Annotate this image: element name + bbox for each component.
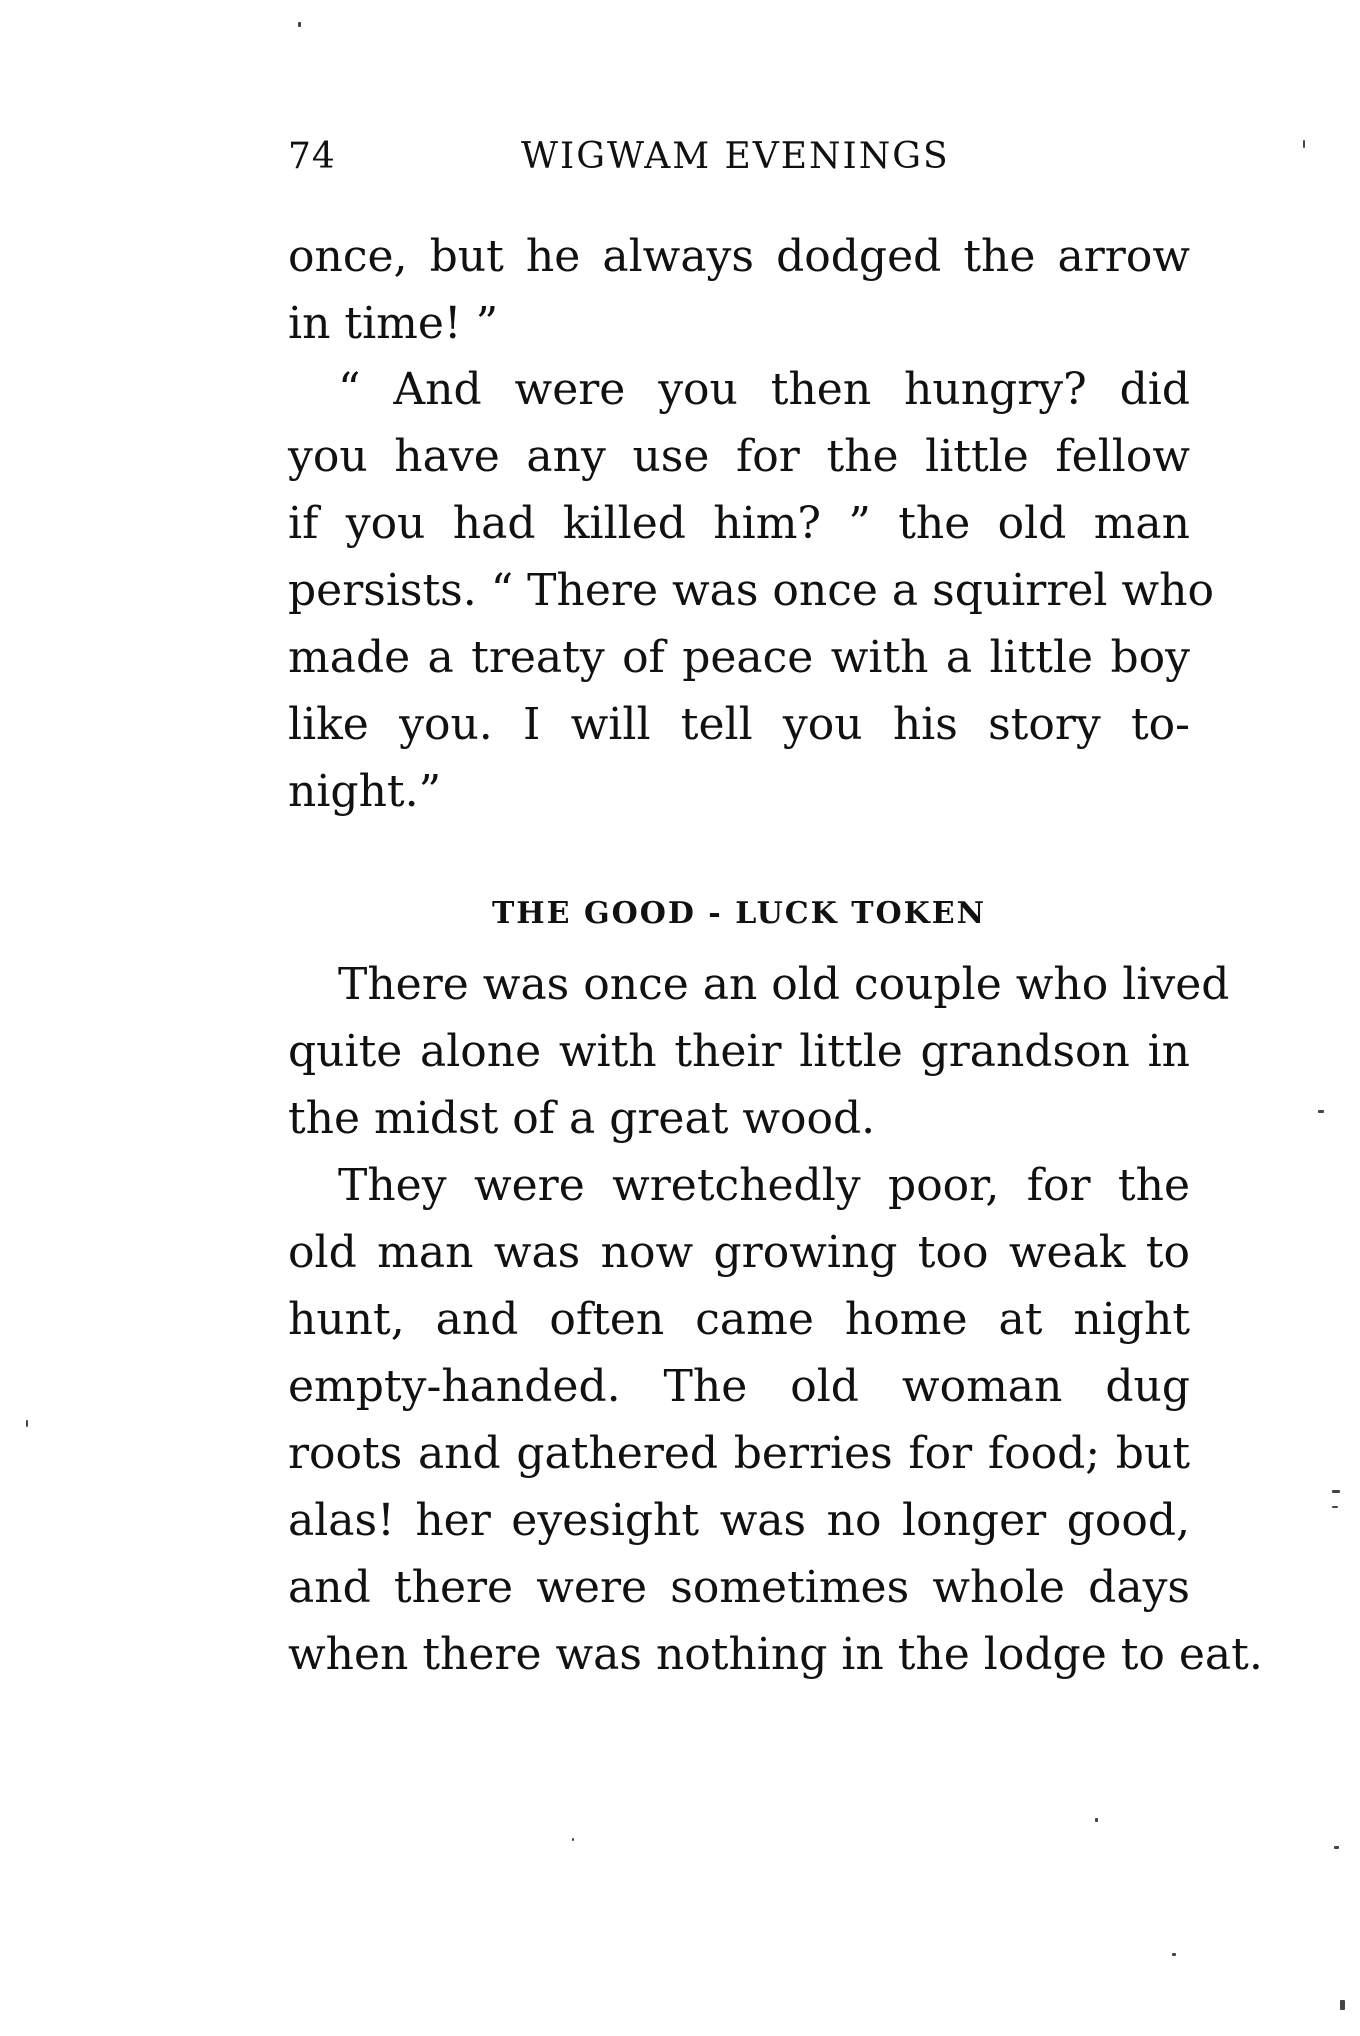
scan-speck (1172, 1953, 1176, 1956)
scan-speck (1095, 1818, 1098, 1822)
scan-speck (26, 1420, 28, 1427)
section-heading: THE GOOD - LUCK TOKEN (491, 896, 987, 931)
text-line: old man was now growing too weak to (288, 1227, 1190, 1278)
running-title: WIGWAM EVENINGS (521, 136, 950, 177)
text-line: the midst of a great wood. (288, 1093, 876, 1144)
text-line: once, but he always dodged the arrow (288, 231, 1190, 282)
text-line: in time! ” (288, 298, 499, 349)
text-line: quite alone with their little grandson in (288, 1026, 1190, 1077)
text-line: if you had killed him? ” the old man (288, 498, 1190, 549)
scan-speck (1318, 1110, 1324, 1113)
page-number: 74 (288, 136, 336, 177)
text-line: hunt, and often came home at night (288, 1294, 1190, 1345)
paragraph-dialogue (288, 356, 1214, 825)
text-line: made a treaty of peace with a little boy (288, 632, 1190, 683)
running-head (288, 136, 1188, 186)
text-line: empty-handed. The old woman dug (288, 1361, 1190, 1412)
text-line: There was once an old couple who lived (338, 959, 1230, 1010)
scan-speck (1334, 1846, 1339, 1849)
paragraph-story-poverty (288, 1152, 1263, 1688)
scan-speck (1332, 1506, 1338, 1508)
scan-speck (1332, 1490, 1340, 1493)
text-line: roots and gathered berries for food; but (288, 1428, 1190, 1479)
text-line: They were wretchedly poor, for the (338, 1160, 1190, 1211)
text-line: you have any use for the little fellow (288, 431, 1190, 482)
paragraph-continuation (288, 223, 1190, 357)
paragraph-story-opening (288, 951, 1230, 1152)
scan-speck (1340, 2000, 1345, 2010)
text-line: “ And were you then hungry? did (338, 364, 1190, 415)
text-line: persists. “ There was once a squirrel who (288, 565, 1214, 616)
text-line: alas! her eyesight was no longer good, (288, 1495, 1190, 1546)
scan-speck (1303, 140, 1305, 148)
scan-speck (298, 22, 301, 27)
scan-speck (572, 1838, 574, 1841)
text-line: night.” (288, 766, 442, 817)
text-line: when there was nothing in the lodge to eat. (288, 1629, 1263, 1680)
text-line: like you. I will tell you his story to- (288, 699, 1190, 750)
text-line: and there were sometimes whole days (288, 1562, 1190, 1613)
